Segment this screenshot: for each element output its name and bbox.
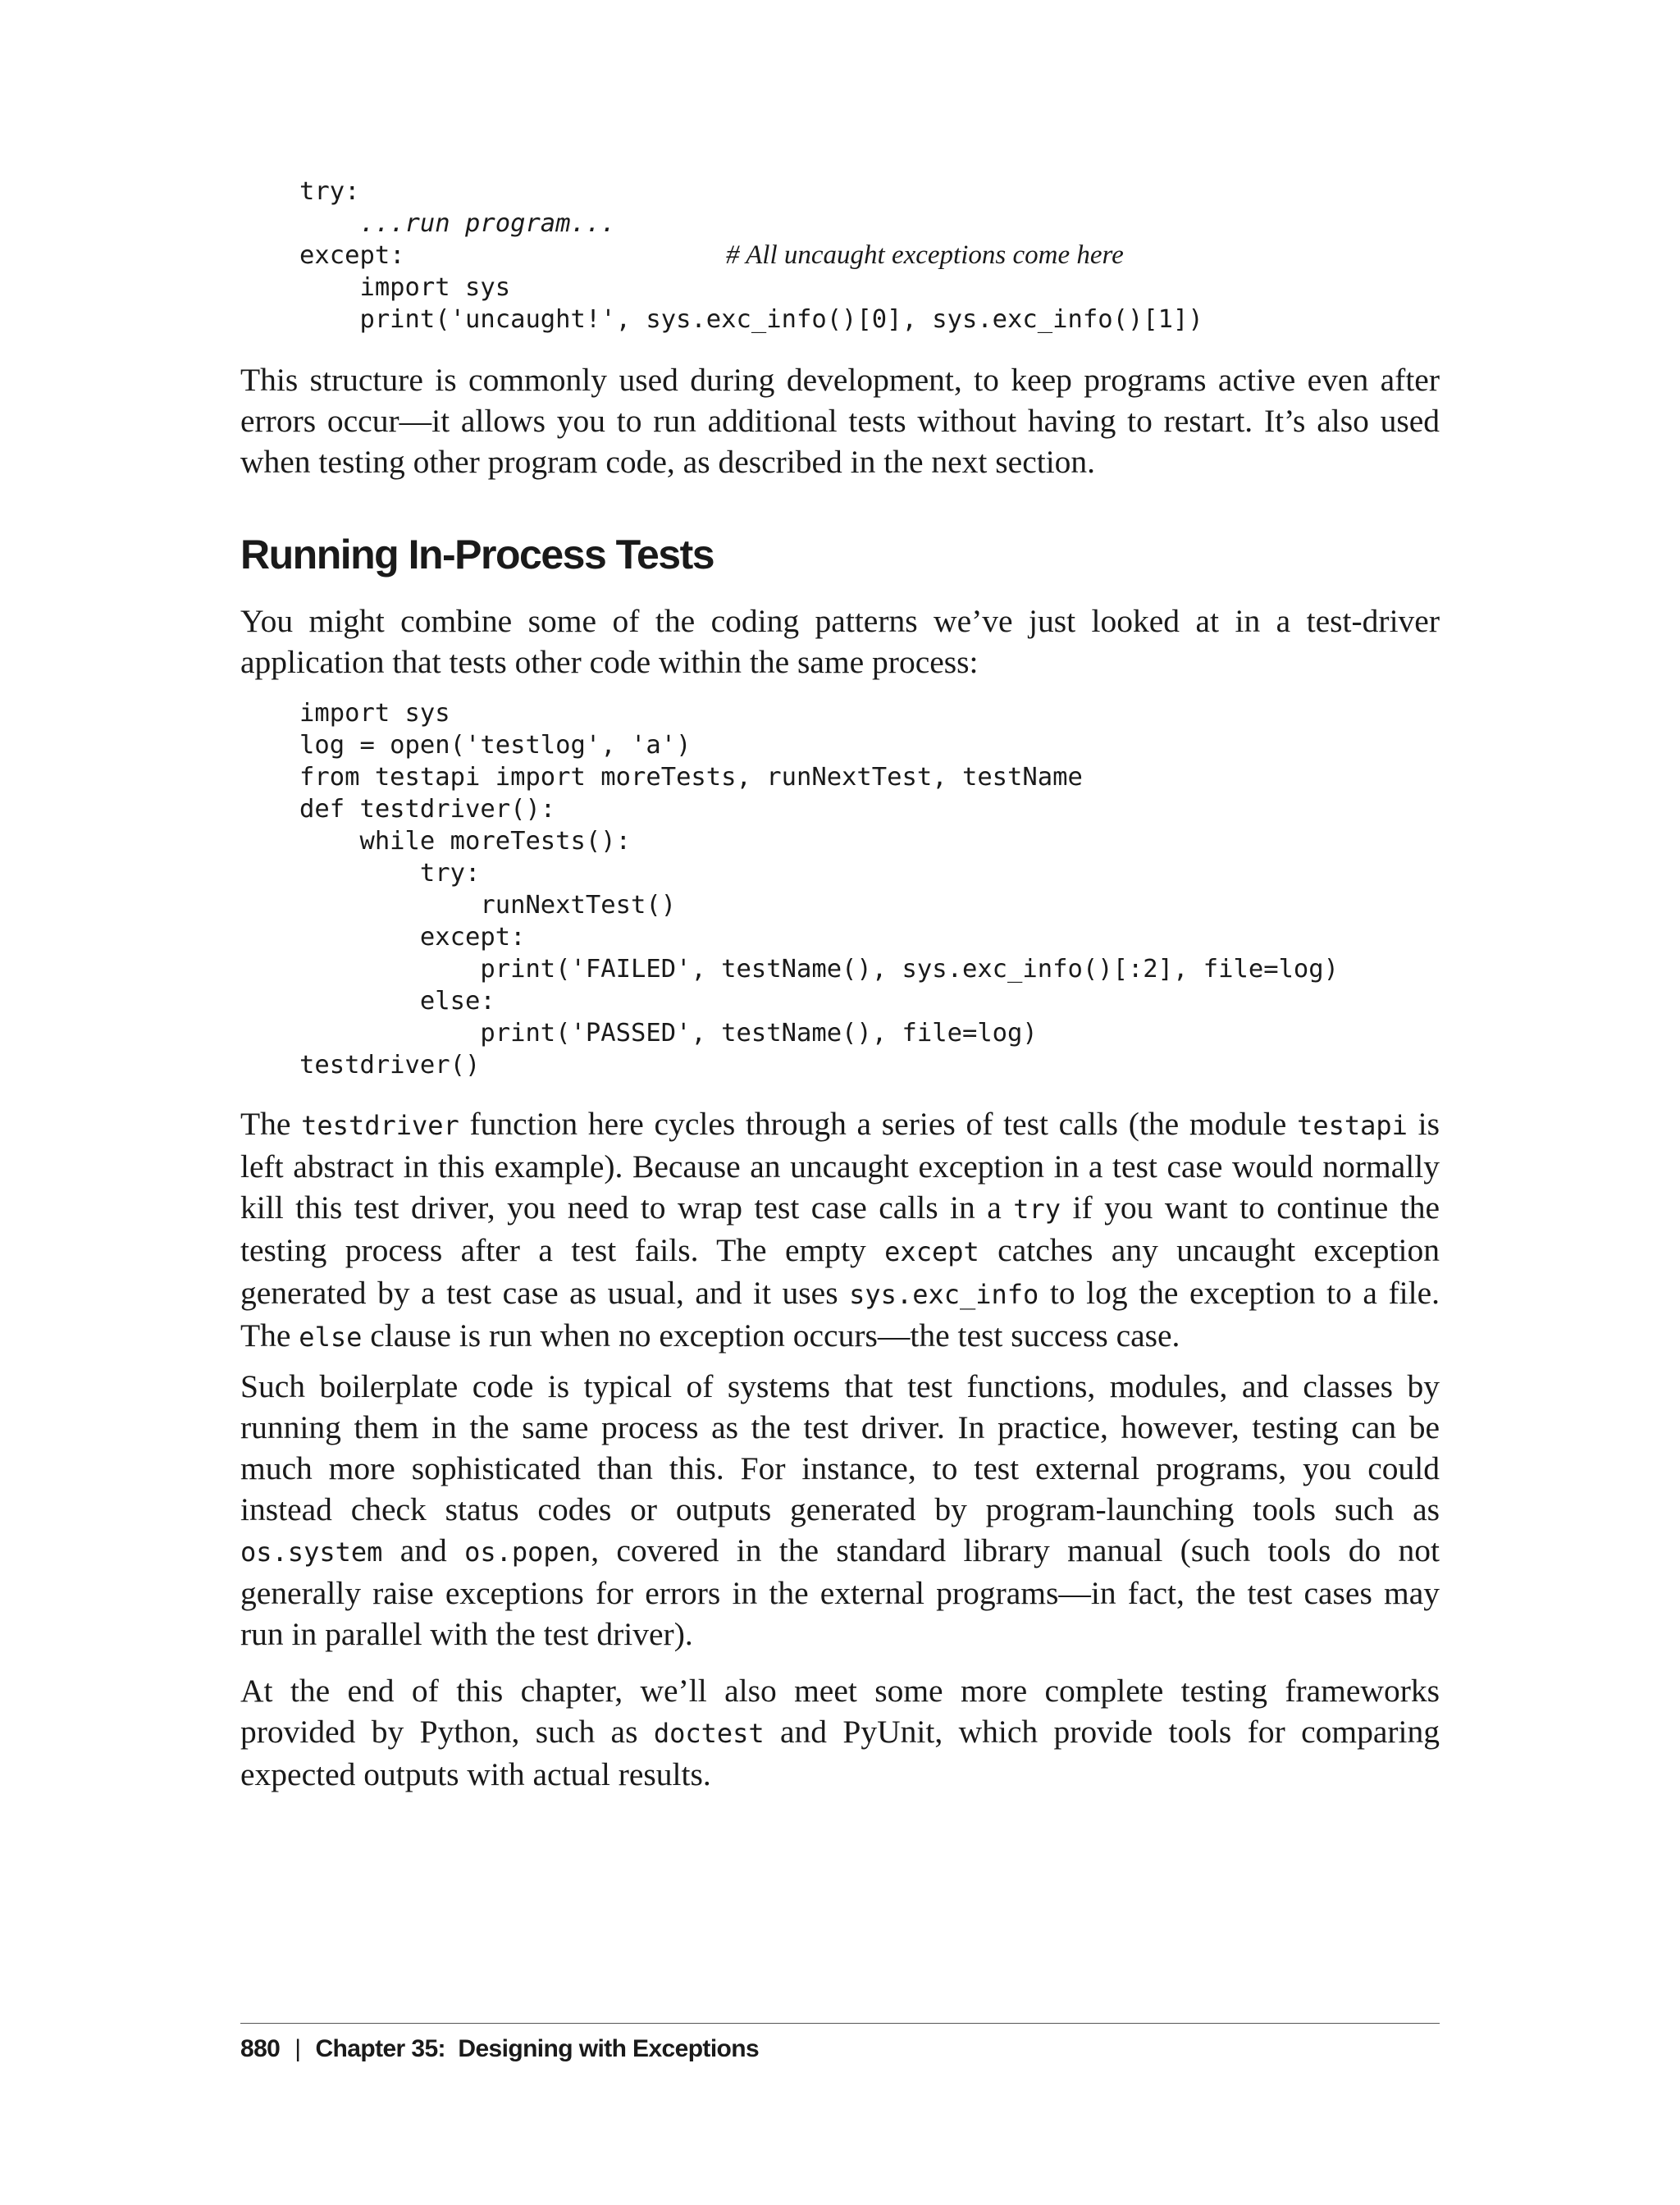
paragraph-testing-frameworks: At the end of this chapter, we’ll also meet some more complete testing frameworks provided by Python, such as doctest and PyUnit, which provide tools for comparing expected outputs with actual results. bbox=[240, 1673, 1440, 1792]
inline-code: os.system bbox=[240, 1536, 383, 1568]
paragraph-testdriver-explanation: The testdriver function here cycles through a series of test calls (the module testapi is left abstract in this example). Because an uncaught exception in a test case would normally kill this test driver, you need to wrap test case calls in a try if you want to continue the testing process after a test fails. The empty except catches any uncaught exception generated by a test case as usual, and it uses sys.exc_info to log the exception to a file. The else clause is run when no exception occurs—the test success case. bbox=[240, 1106, 1440, 1354]
inline-code: testapi bbox=[1297, 1110, 1408, 1141]
footer-divider bbox=[240, 2023, 1440, 2024]
code-block-testdriver bbox=[299, 697, 1339, 1081]
inline-code: except bbox=[884, 1236, 979, 1267]
code-line: import sys bbox=[299, 273, 511, 302]
paragraph-structure-usage: This structure is commonly used during development, to keep programs active even after errors occur—it allows you to run additional tests without having to restart. It’s also used when testing other program code, as described in the next section. bbox=[240, 362, 1440, 480]
code-line: import sys bbox=[299, 699, 450, 728]
code-italic-placeholder: ...run program... bbox=[359, 209, 616, 238]
code-line: testdriver() bbox=[299, 1051, 481, 1080]
paragraph-boilerplate: Such boilerplate code is typical of systems that test functions, modules, and classes by running them in the same process as the test driver. In practice, however, testing can be much more sophisticated than this. For instance, to test external programs, you could instead check status codes or outputs generated by program-launching tools such as os.system and os.popen, covered in the standard library manual (such tools do not generally raise exceptions for errors in the external programs—in fact, the test cases may run in parallel with the test driver). bbox=[240, 1368, 1440, 1652]
inline-code: testdriver bbox=[301, 1110, 459, 1141]
code-line: else: bbox=[299, 987, 495, 1016]
inline-code: os.popen bbox=[464, 1536, 591, 1568]
code-line: runNextTest() bbox=[299, 891, 677, 920]
code-line: try: bbox=[299, 859, 481, 888]
code-line: except: bbox=[299, 923, 526, 952]
code-line: log = open('testlog', 'a') bbox=[299, 731, 692, 760]
code-line: def testdriver(): bbox=[299, 795, 556, 824]
code-line: print('uncaught!', sys.exc_info()[0], sys.exc_info()[1]) bbox=[299, 305, 1203, 334]
inline-code: try bbox=[1013, 1194, 1061, 1225]
inline-code: doctest bbox=[653, 1718, 765, 1749]
paragraph-intro-test-driver: You might combine some of the coding patterns we’ve just looked at in a test-driver application that tests other code within the same process: bbox=[240, 603, 1440, 680]
code-line: try: bbox=[299, 177, 360, 206]
code-line: from testapi import moreTests, runNextTest, testName bbox=[299, 763, 1083, 792]
chapter-title: Chapter 35: Designing with Exceptions bbox=[315, 2035, 760, 2062]
code-line: print('FAILED', testName(), sys.exc_info()[:2], file=log) bbox=[299, 955, 1340, 984]
code-line bbox=[299, 208, 1203, 240]
inline-code: sys.exc_info bbox=[849, 1279, 1039, 1310]
code-line: except: # All uncaught exceptions come here bbox=[299, 240, 1124, 270]
code-comment: # All uncaught exceptions come here bbox=[726, 240, 1124, 270]
code-block-try-except bbox=[299, 176, 1203, 336]
page-footer bbox=[240, 2033, 759, 2066]
footer-separator: | bbox=[294, 2035, 301, 2062]
page-number: 880 bbox=[240, 2035, 281, 2062]
code-line: print('PASSED', testName(), file=log) bbox=[299, 1019, 1038, 1048]
inline-code: else bbox=[299, 1322, 363, 1353]
code-line: while moreTests(): bbox=[299, 827, 631, 856]
section-heading: Running In-Process Tests bbox=[240, 532, 714, 578]
